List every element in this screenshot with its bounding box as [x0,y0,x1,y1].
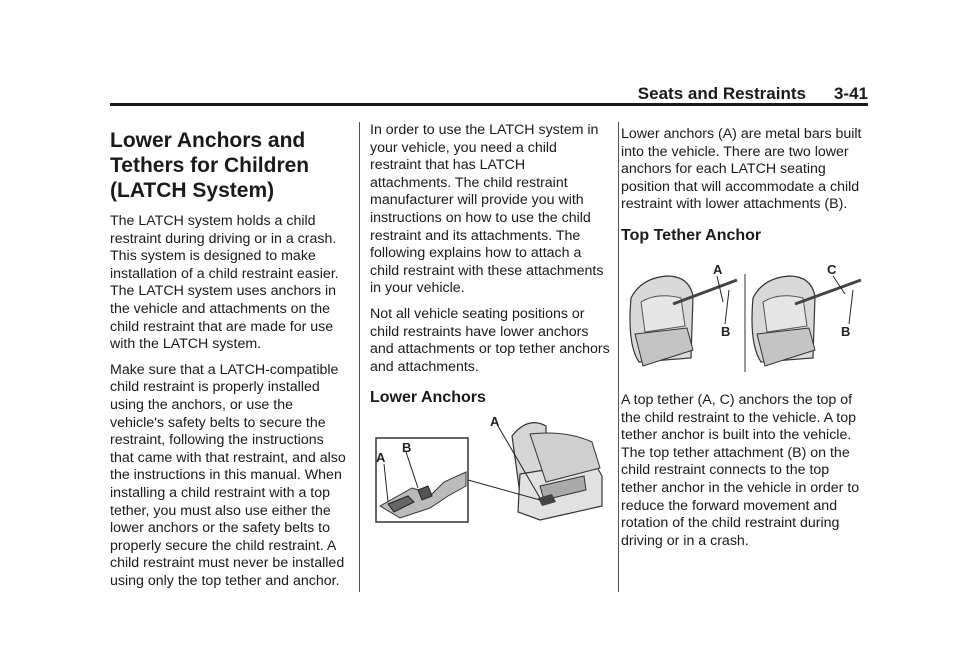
top-tether-figure [621,254,867,374]
page-header [110,84,868,102]
label-a-inset: A [376,450,386,466]
lower-anchors-paragraph: Lower anchors (A) are metal bars built into the vehicle. There are two lower anchors for each LATCH seating position that will accommodate a child restraint with lower attachments (B). [621,126,862,213]
label-b-right: B [841,323,851,339]
column-3 [621,126,868,558]
label-b: B [402,440,412,456]
latch-intro-paragraph: The LATCH system holds a child restraint during driving or in a crash. This system is designed to make installation of a child restraint easier. The LATCH system uses anchors in the vehicle and attachments on the child restraint that are made for use with the LATCH system. [110,213,339,353]
column-1 [110,122,348,598]
label-c: C [827,261,837,277]
header-rule [110,103,868,106]
column-2 [370,122,610,528]
lower-anchors-heading: Lower Anchors [370,389,486,407]
latch-heading: Lower Anchors and Tethers for Children (LATCH System) [110,129,310,202]
top-tether-heading: Top Tether Anchor [621,226,762,244]
section-title: Seats and Restraints [637,84,806,103]
latch-install-paragraph: Make sure that a LATCH-compatible child restraint is properly installed using the anchors, or use the vehicle's safety belts to secure the restraint, following the instructions that came with that restraint, and also the instructions in this manual. When installing a child restraint with a top tether, you must also use either the lower anchors or the safety belts to properly secure the child restraint. A child restraint must never be installed using only the top tether and anchor. [110,361,346,589]
column-divider [359,122,360,592]
lower-anchors-figure [370,416,606,528]
latch-usage-paragraph: In order to use the LATCH system in your vehicle, you need a child restraint that has LATCH attachments. The child restraint manufacturer will provide you with instructions on how to use the child restraint and its attachments. The following explains how to attach a child restraint with these attachments in your vehicle. [370,122,604,297]
top-tether-paragraph: A top tether (A, C) anchors the top of the child restraint to the vehicle. A top tether anchor is built into the vehicle. The top tether attachment (B) on the child restraint connects to the top tether anchor in the vehicle in order to reduce the forward movement and rotation of the child restraint during driving or in a crash. [621,391,860,549]
column-divider [618,122,619,592]
label-a-seat: A [490,416,500,430]
seating-positions-paragraph: Not all vehicle seating positions or child restraints have lower anchors and attachments or top tether anchors and attachments. [370,305,610,375]
label-b-left: B [721,323,731,339]
page-number: 3-41 [833,84,868,103]
label-a: A [713,261,723,277]
